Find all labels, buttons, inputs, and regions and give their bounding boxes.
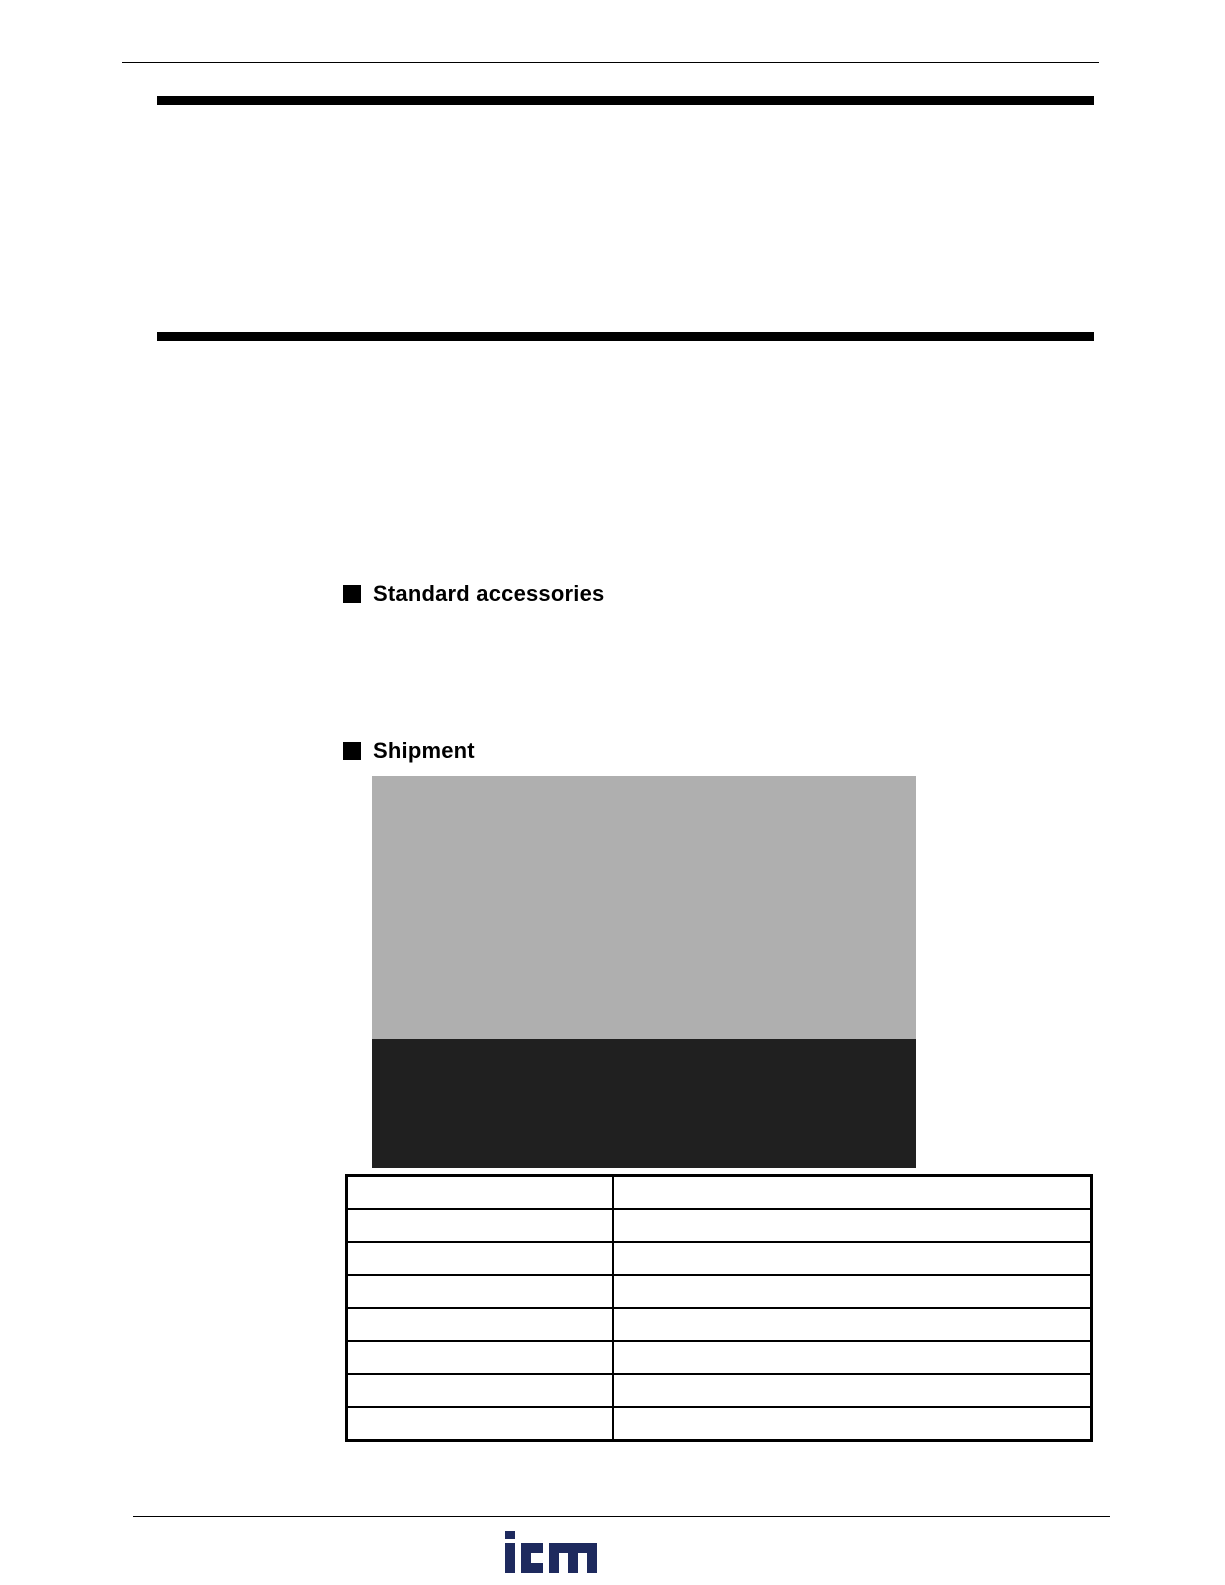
table-row (347, 1242, 1092, 1275)
table-row (347, 1308, 1092, 1341)
logo-m (549, 1543, 597, 1573)
square-bullet-icon (343, 742, 361, 760)
logo-i-dot (505, 1531, 515, 1539)
table-cell-detail (613, 1308, 1092, 1341)
table-cell-detail (613, 1407, 1092, 1441)
table-cell-item (347, 1341, 614, 1374)
table-row (347, 1176, 1092, 1210)
table-row (347, 1275, 1092, 1308)
header-rule (122, 62, 1099, 63)
table-cell-item (347, 1275, 614, 1308)
title-box-bottom-rule (157, 332, 1094, 341)
table-row (347, 1374, 1092, 1407)
table-cell-item (347, 1374, 614, 1407)
table-row (347, 1209, 1092, 1242)
table-cell-detail (613, 1209, 1092, 1242)
table-cell-item (347, 1308, 614, 1341)
itm-logo (505, 1531, 597, 1573)
table-cell-detail (613, 1341, 1092, 1374)
table-cell-detail (613, 1374, 1092, 1407)
logo-t (521, 1543, 543, 1573)
table-cell-item (347, 1176, 614, 1210)
title-box-top-rule (157, 96, 1094, 105)
table-row (347, 1407, 1092, 1441)
shipment-heading (343, 738, 475, 764)
table-cell-item (347, 1242, 614, 1275)
logo-i-stem (505, 1543, 515, 1573)
table-cell-detail (613, 1275, 1092, 1308)
table-row (347, 1341, 1092, 1374)
shipment-photo-lower (372, 1039, 916, 1168)
shipment-title: Shipment (373, 738, 475, 763)
standard-accessories-heading (343, 581, 604, 607)
shipment-photo-upper (372, 776, 916, 1039)
footer-rule (133, 1516, 1110, 1517)
standard-accessories-title: Standard accessories (373, 581, 605, 606)
table-cell-detail (613, 1176, 1092, 1210)
shipment-contents-table (345, 1174, 1093, 1442)
table-cell-item (347, 1209, 614, 1242)
table-cell-detail (613, 1242, 1092, 1275)
table-cell-item (347, 1407, 614, 1441)
square-bullet-icon (343, 585, 361, 603)
